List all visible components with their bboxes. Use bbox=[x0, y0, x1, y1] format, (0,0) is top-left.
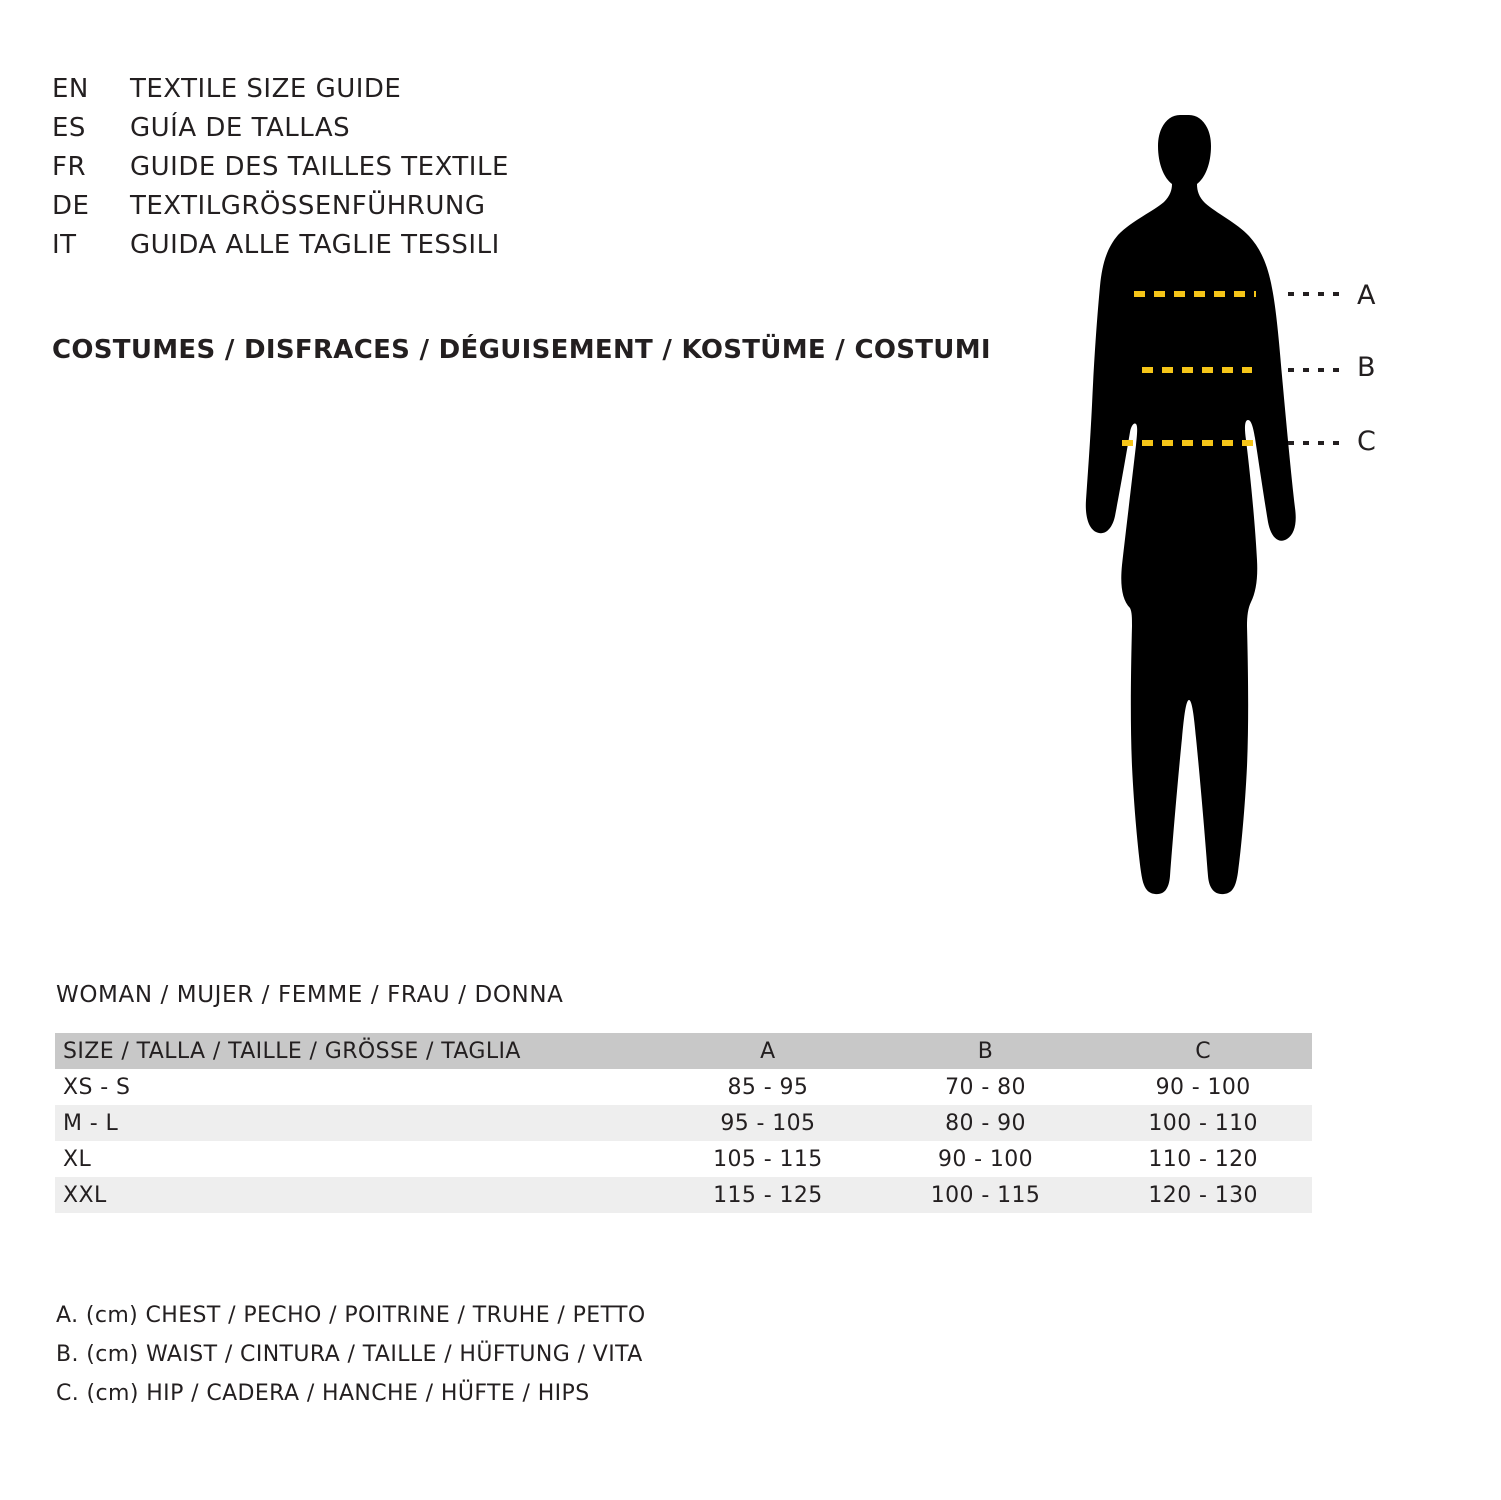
cell-c: 120 - 130 bbox=[1148, 1182, 1258, 1208]
measure-label-c: C bbox=[1357, 426, 1377, 457]
column-header-b: B bbox=[977, 1038, 994, 1064]
measurement-figure bbox=[1060, 60, 1460, 940]
cell-size: XXL bbox=[63, 1182, 107, 1208]
cell-size: M - L bbox=[63, 1110, 119, 1136]
cell-b: 80 - 90 bbox=[945, 1110, 1026, 1136]
language-code-fr: FR bbox=[52, 152, 87, 182]
measure-label-a: A bbox=[1357, 280, 1376, 311]
cell-c: 110 - 120 bbox=[1148, 1146, 1258, 1172]
table-title: WOMAN / MUJER / FEMME / FRAU / DONNA bbox=[56, 982, 564, 1008]
table-header-row bbox=[55, 1033, 1312, 1069]
cell-b: 100 - 115 bbox=[930, 1182, 1041, 1208]
cell-c: 90 - 100 bbox=[1155, 1074, 1251, 1100]
language-code-en: EN bbox=[52, 74, 89, 104]
language-row-de bbox=[52, 191, 1032, 230]
language-code-de: DE bbox=[52, 191, 90, 221]
table-header bbox=[55, 1033, 1312, 1069]
legend-row-a: A. (cm) CHEST / PECHO / POITRINE / TRUHE / PETTO bbox=[56, 1303, 646, 1328]
language-row-it bbox=[52, 230, 1032, 269]
table-row bbox=[55, 1069, 1312, 1105]
language-row-es bbox=[52, 113, 1032, 152]
column-header-size: SIZE / TALLA / TAILLE / GRÖSSE / TAGLIA bbox=[63, 1038, 521, 1064]
cell-a: 95 - 105 bbox=[720, 1110, 816, 1136]
cell-a: 105 - 115 bbox=[713, 1146, 823, 1172]
measurement-legend bbox=[56, 1296, 646, 1413]
column-header-c: C bbox=[1195, 1038, 1212, 1064]
costumes-subtitle: COSTUMES / DISFRACES / DÉGUISEMENT / KOSTÜME / COSTUMI bbox=[52, 335, 991, 365]
legend-row-c: C. (cm) HIP / CADERA / HANCHE / HÜFTE / HIPS bbox=[56, 1381, 590, 1406]
language-code-es: ES bbox=[52, 113, 86, 143]
language-text-fr: GUIDE DES TAILLES TEXTILE bbox=[130, 152, 509, 182]
language-text-en: TEXTILE SIZE GUIDE bbox=[130, 74, 402, 104]
cell-a: 115 - 125 bbox=[713, 1182, 823, 1208]
woman-silhouette-icon bbox=[1060, 60, 1460, 940]
size-table bbox=[55, 1033, 1312, 1213]
language-code-it: IT bbox=[52, 230, 77, 260]
table-body bbox=[55, 1069, 1312, 1213]
cell-b: 70 - 80 bbox=[945, 1074, 1026, 1100]
language-text-it: GUIDA ALLE TAGLIE TESSILI bbox=[130, 230, 500, 260]
language-row-fr bbox=[52, 152, 1032, 191]
leader-lines bbox=[1288, 294, 1345, 443]
column-header-a: A bbox=[760, 1038, 776, 1064]
measure-label-b: B bbox=[1357, 352, 1377, 383]
table-row bbox=[55, 1105, 1312, 1141]
table-row bbox=[55, 1141, 1312, 1177]
cell-a: 85 - 95 bbox=[727, 1074, 809, 1100]
language-text-de: TEXTILGRÖSSENFÜHRUNG bbox=[130, 191, 486, 221]
cell-c: 100 - 110 bbox=[1148, 1110, 1258, 1136]
language-list bbox=[52, 74, 1032, 269]
cell-size: XS - S bbox=[63, 1074, 131, 1100]
legend-row-b: B. (cm) WAIST / CINTURA / TAILLE / HÜFTUNG / VITA bbox=[56, 1342, 643, 1367]
table-row bbox=[55, 1177, 1312, 1213]
language-row-en bbox=[52, 74, 1032, 113]
language-text-es: GUÍA DE TALLAS bbox=[130, 113, 351, 143]
cell-b: 90 - 100 bbox=[937, 1146, 1034, 1172]
cell-size: XL bbox=[63, 1146, 92, 1172]
